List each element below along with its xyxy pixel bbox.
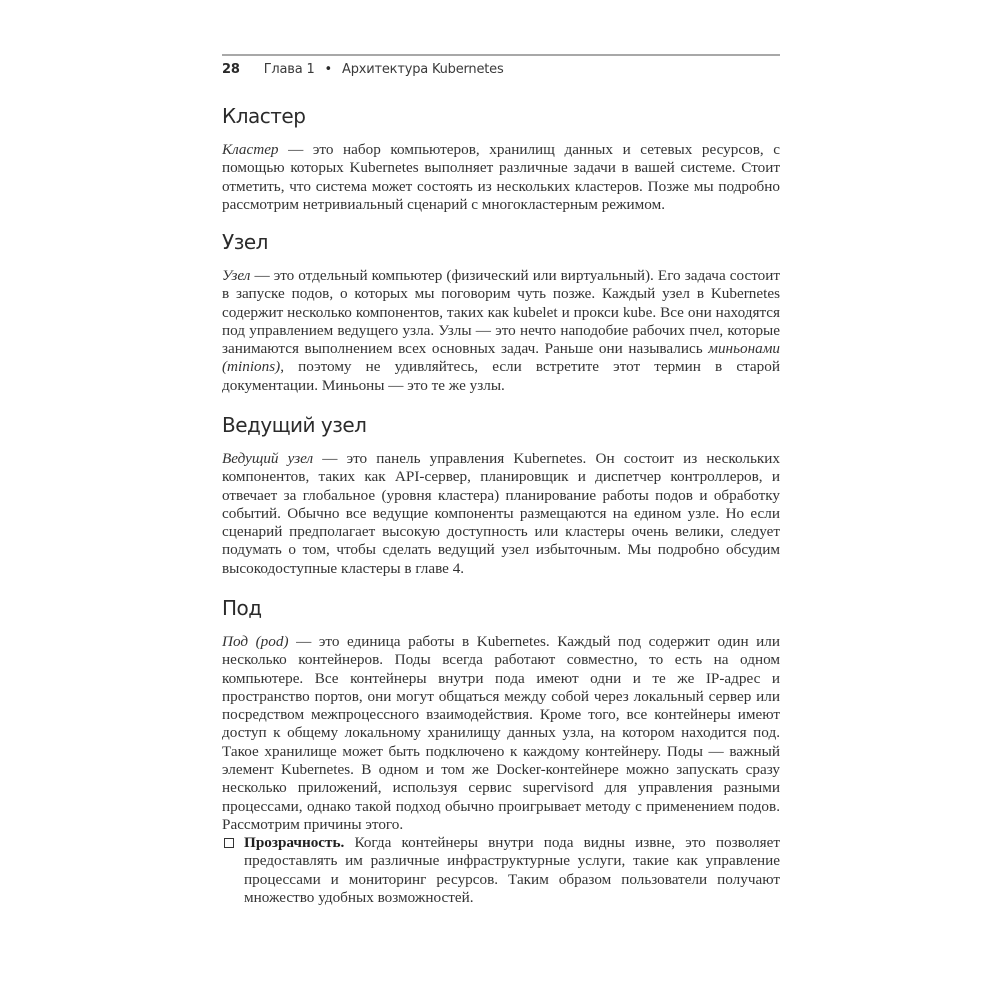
- paragraph-master-node: [222, 450, 780, 578]
- term-node: Узел: [222, 267, 251, 284]
- paragraph-node-body-2: , поэтому не удивляйтесь, если встретите этот термин в старой документации. Миньоны — это те же узлы.: [222, 358, 780, 394]
- section-title-pod: Под: [222, 596, 262, 620]
- paragraph-pod-body: — это единица работы в Kubernetes. Каждый под содержит один или несколько контейнеров. Поды всегда работают совместно, то есть на одном компьютере. Все контейнеры внутри пода имеют одни и те же IP-адрес и пространство портов, они могут общаться между собой через локальный сервер или посредством межпроцессного взаимодействия. Кроме того, все контейнеры имеют доступ к общему локальному хранилищу данных узла, на котором находится под. Такое хранилище может быть подключено к каждому контейнеру. Поды — важный элемент Kubernetes. В одном и том же Docker-контейнере можно запускать сразу несколько приложений, используя сервис supervisord для управления разными процессами, однако такой подход обычно проигрывает методу с применением подов. Рассмотрим причины этого.: [222, 633, 780, 833]
- section-title-cluster: Кластер: [222, 104, 306, 128]
- list-item-text: [244, 834, 780, 907]
- term-minions: миньонами (minions): [222, 340, 780, 376]
- chapter-title: Архитектура Kubernetes: [342, 62, 504, 77]
- checkbox-bullet-icon: [224, 838, 234, 848]
- paragraph-node-body-1: — это отдельный компьютер (физический или виртуальный). Его задача состоит в запуске подов, о которых мы поговорим чуть позже. Каждый узел в Kubernetes содержит несколько компонентов, таких как kubelet и прокси kube. Все они находятся под управлением ведущего узла. Узлы — это нечто наподобие рабочих пчел, которые занимаются выполнением всех основных задач. Раньше они назывались: [222, 267, 780, 358]
- term-cluster: Кластер: [222, 141, 279, 158]
- running-head: [222, 62, 504, 77]
- term-master-node: Ведущий узел: [222, 450, 314, 467]
- paragraph-node: [222, 267, 780, 395]
- chapter-label: Глава 1: [263, 62, 315, 77]
- header-rule: [222, 54, 780, 56]
- page-number: 28: [222, 62, 240, 77]
- paragraph-cluster-body: — это набор компьютеров, хранилищ данных и сетевых ресурсов, с помощью которых Kubernetes выполняет различные задачи в вашей системе. Стоит отметить, что система может состоять из нескольких кластеров. Позже мы подробно рассмотрим нетривиальный сценарий с многокластерным режимом.: [222, 141, 780, 213]
- list-item-label: Прозрачность.: [244, 834, 345, 851]
- paragraph-master-node-body: — это панель управления Kubernetes. Он состоит из нескольких компонентов, таких как API-сервер, планировщик и диспетчер контроллеров, и отвечает за глобальное (уровня кластера) планирование работы подов и обработку событий. Обычно все ведущие компоненты размещаются на едином узле. Но если сценарий предполагает высокую доступность или кластеры очень велики, следует подумать о том, чтобы сделать ведущий узел избыточным. Мы подробно обсудим высокодоступные кластеры в главе 4.: [222, 450, 780, 577]
- term-pod: Под (pod): [222, 633, 289, 650]
- list-item-body: Когда контейнеры внутри пода видны извне, это позволяет предоставлять им различные инфраструктурные услуги, такие как управление процессами и мониторинг ресурсов. Таким образом пользователи получают множество удобных возможностей.: [244, 834, 780, 906]
- header-separator: •: [324, 62, 333, 77]
- paragraph-cluster: [222, 141, 780, 214]
- section-title-node: Узел: [222, 230, 268, 254]
- section-title-master-node: Ведущий узел: [222, 413, 367, 437]
- paragraph-pod: [222, 633, 780, 834]
